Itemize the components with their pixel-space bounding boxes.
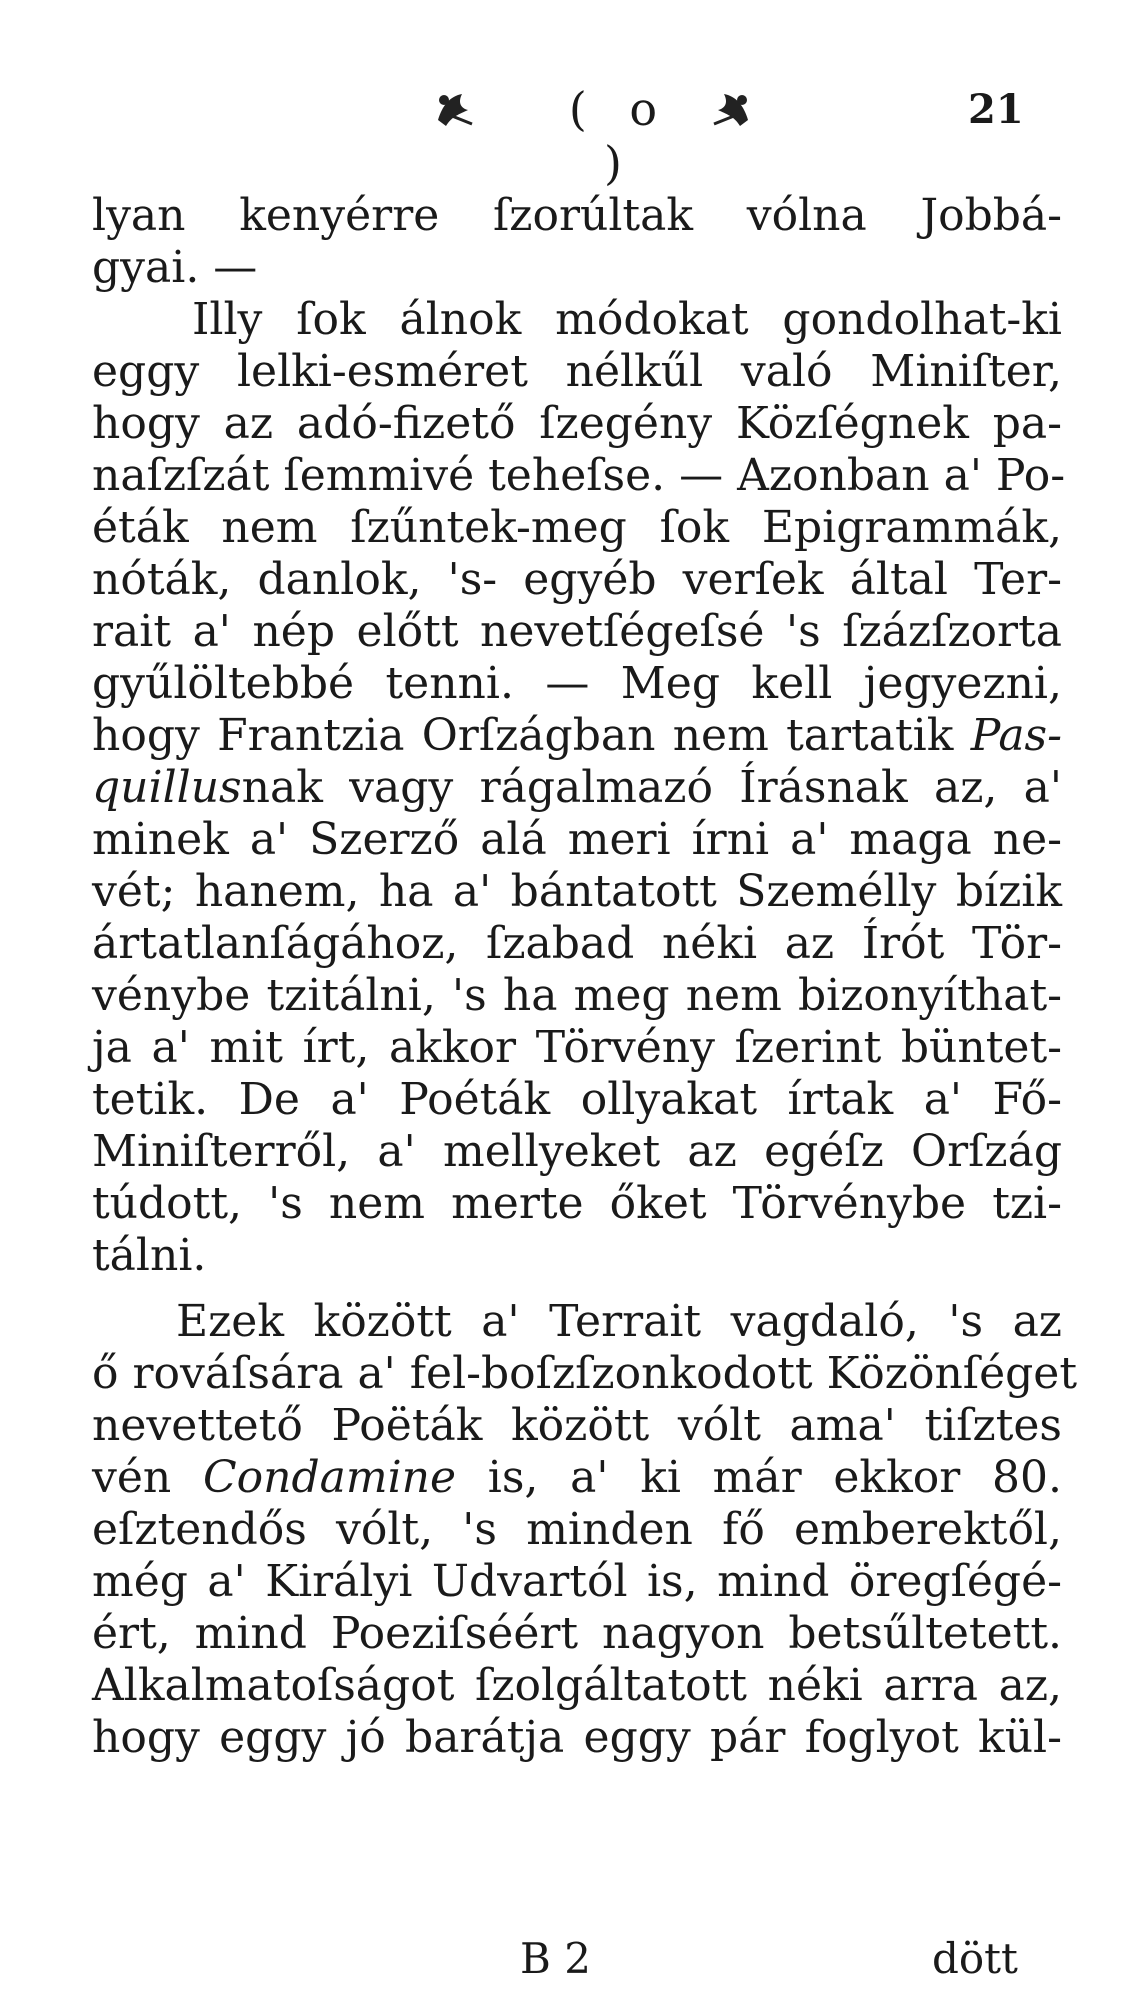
text-line: eggy lelki-esméret nélkűl való Miniſter, — [92, 346, 1062, 397]
text-line: minek a' Szerző alá meri írni a' maga ne- — [92, 814, 1062, 865]
italic-term: Condamine — [202, 1452, 457, 1503]
text-segment: hogy Frantzia Orſzágban nem tartatik — [92, 710, 954, 761]
text-segment: is, a' ki már ekkor 80. — [487, 1452, 1062, 1503]
text-line: még a' Királyi Udvartól is, mind öregſégé- — [92, 1556, 1062, 1607]
text-line: ja a' mit írt, akkor Törvény ſzerint büntet- — [92, 1022, 1062, 1073]
text-line: naſzſzát ſemmivé teheſse. — Azonban a' Po- — [92, 450, 1066, 501]
text-line: vét; hanem, ha a' bántatott Személly bízik — [92, 866, 1062, 917]
text-line: Ezek között a' Terrait vagdaló, 's az — [176, 1296, 1062, 1347]
text-line: gyai. — — [92, 242, 258, 293]
text-line: nóták, danlok, 's- egyéb verſek által Ter- — [92, 554, 1062, 605]
text-line: gyűlöltebbé tenni. — Meg kell jegyezni, — [92, 658, 1062, 709]
text-line: hogy eggy jó barátja eggy pár foglyot kül- — [92, 1712, 1062, 1763]
catchword: dött — [932, 1934, 1018, 1983]
text-line — [92, 1452, 1062, 1504]
text-line: Miniſterről, a' mellyeket az egéſz Orſzág — [92, 1126, 1062, 1177]
signature-mark: B 2 — [520, 1934, 591, 1983]
text-line: tálni. — [92, 1230, 207, 1281]
text-line: eſztendős vólt, 's minden fő emberektől, — [92, 1504, 1062, 1555]
text-segment: vén — [92, 1452, 172, 1503]
running-title: ( o ) — [568, 82, 672, 190]
text-line — [92, 762, 1062, 814]
italic-term: Pas- — [970, 710, 1062, 761]
text-line: ő rováſsára a' fel-boſzſzonkodott Közönſéget — [92, 1348, 1077, 1399]
fleuron-left-icon — [432, 86, 476, 130]
page-footer — [0, 1934, 1144, 1990]
text-segment: nak vagy rágalmazó Írásnak az, a' — [241, 762, 1062, 813]
text-line: ártatlanſágához, ſzabad néki az Írót Tör- — [92, 918, 1062, 969]
text-line: rait a' nép előtt nevetſégeſsé 's ſzázſzorta — [92, 606, 1062, 657]
page-number: 21 — [968, 86, 1024, 133]
text-line — [92, 710, 1062, 762]
text-line: túdott, 's nem merte őket Törvénybe tzi- — [92, 1178, 1062, 1229]
text-line: ért, mind Poeziſséért nagyon betsűltetett. — [92, 1608, 1062, 1659]
text-line: vénybe tzitálni, 's ha meg nem bizonyíthat- — [92, 970, 1062, 1021]
text-line: lyan kenyérre ſzorúltak vólna Jobbá- — [92, 190, 1062, 241]
text-line: nevettető Poëták között vólt ama' tiſztes — [92, 1400, 1062, 1451]
text-line: Alkalmatoſságot ſzolgáltatott néki arra az, — [92, 1660, 1062, 1711]
body-text — [92, 190, 1077, 1764]
page-header — [0, 82, 1144, 190]
text-line: éták nem ſzűntek-meg ſok Epigrammák, — [92, 502, 1062, 553]
fleuron-right-icon — [710, 86, 754, 130]
text-line: tetik. De a' Poéták ollyakat írtak a' Fő- — [92, 1074, 1062, 1125]
paragraph-gap — [92, 1282, 1062, 1296]
italic-term: quillus — [92, 762, 242, 813]
text-line: Illy ſok álnok módokat gondolhat-ki — [192, 294, 1062, 345]
text-line: hogy az adó-fizető ſzegény Közſégnek pa- — [92, 398, 1062, 449]
